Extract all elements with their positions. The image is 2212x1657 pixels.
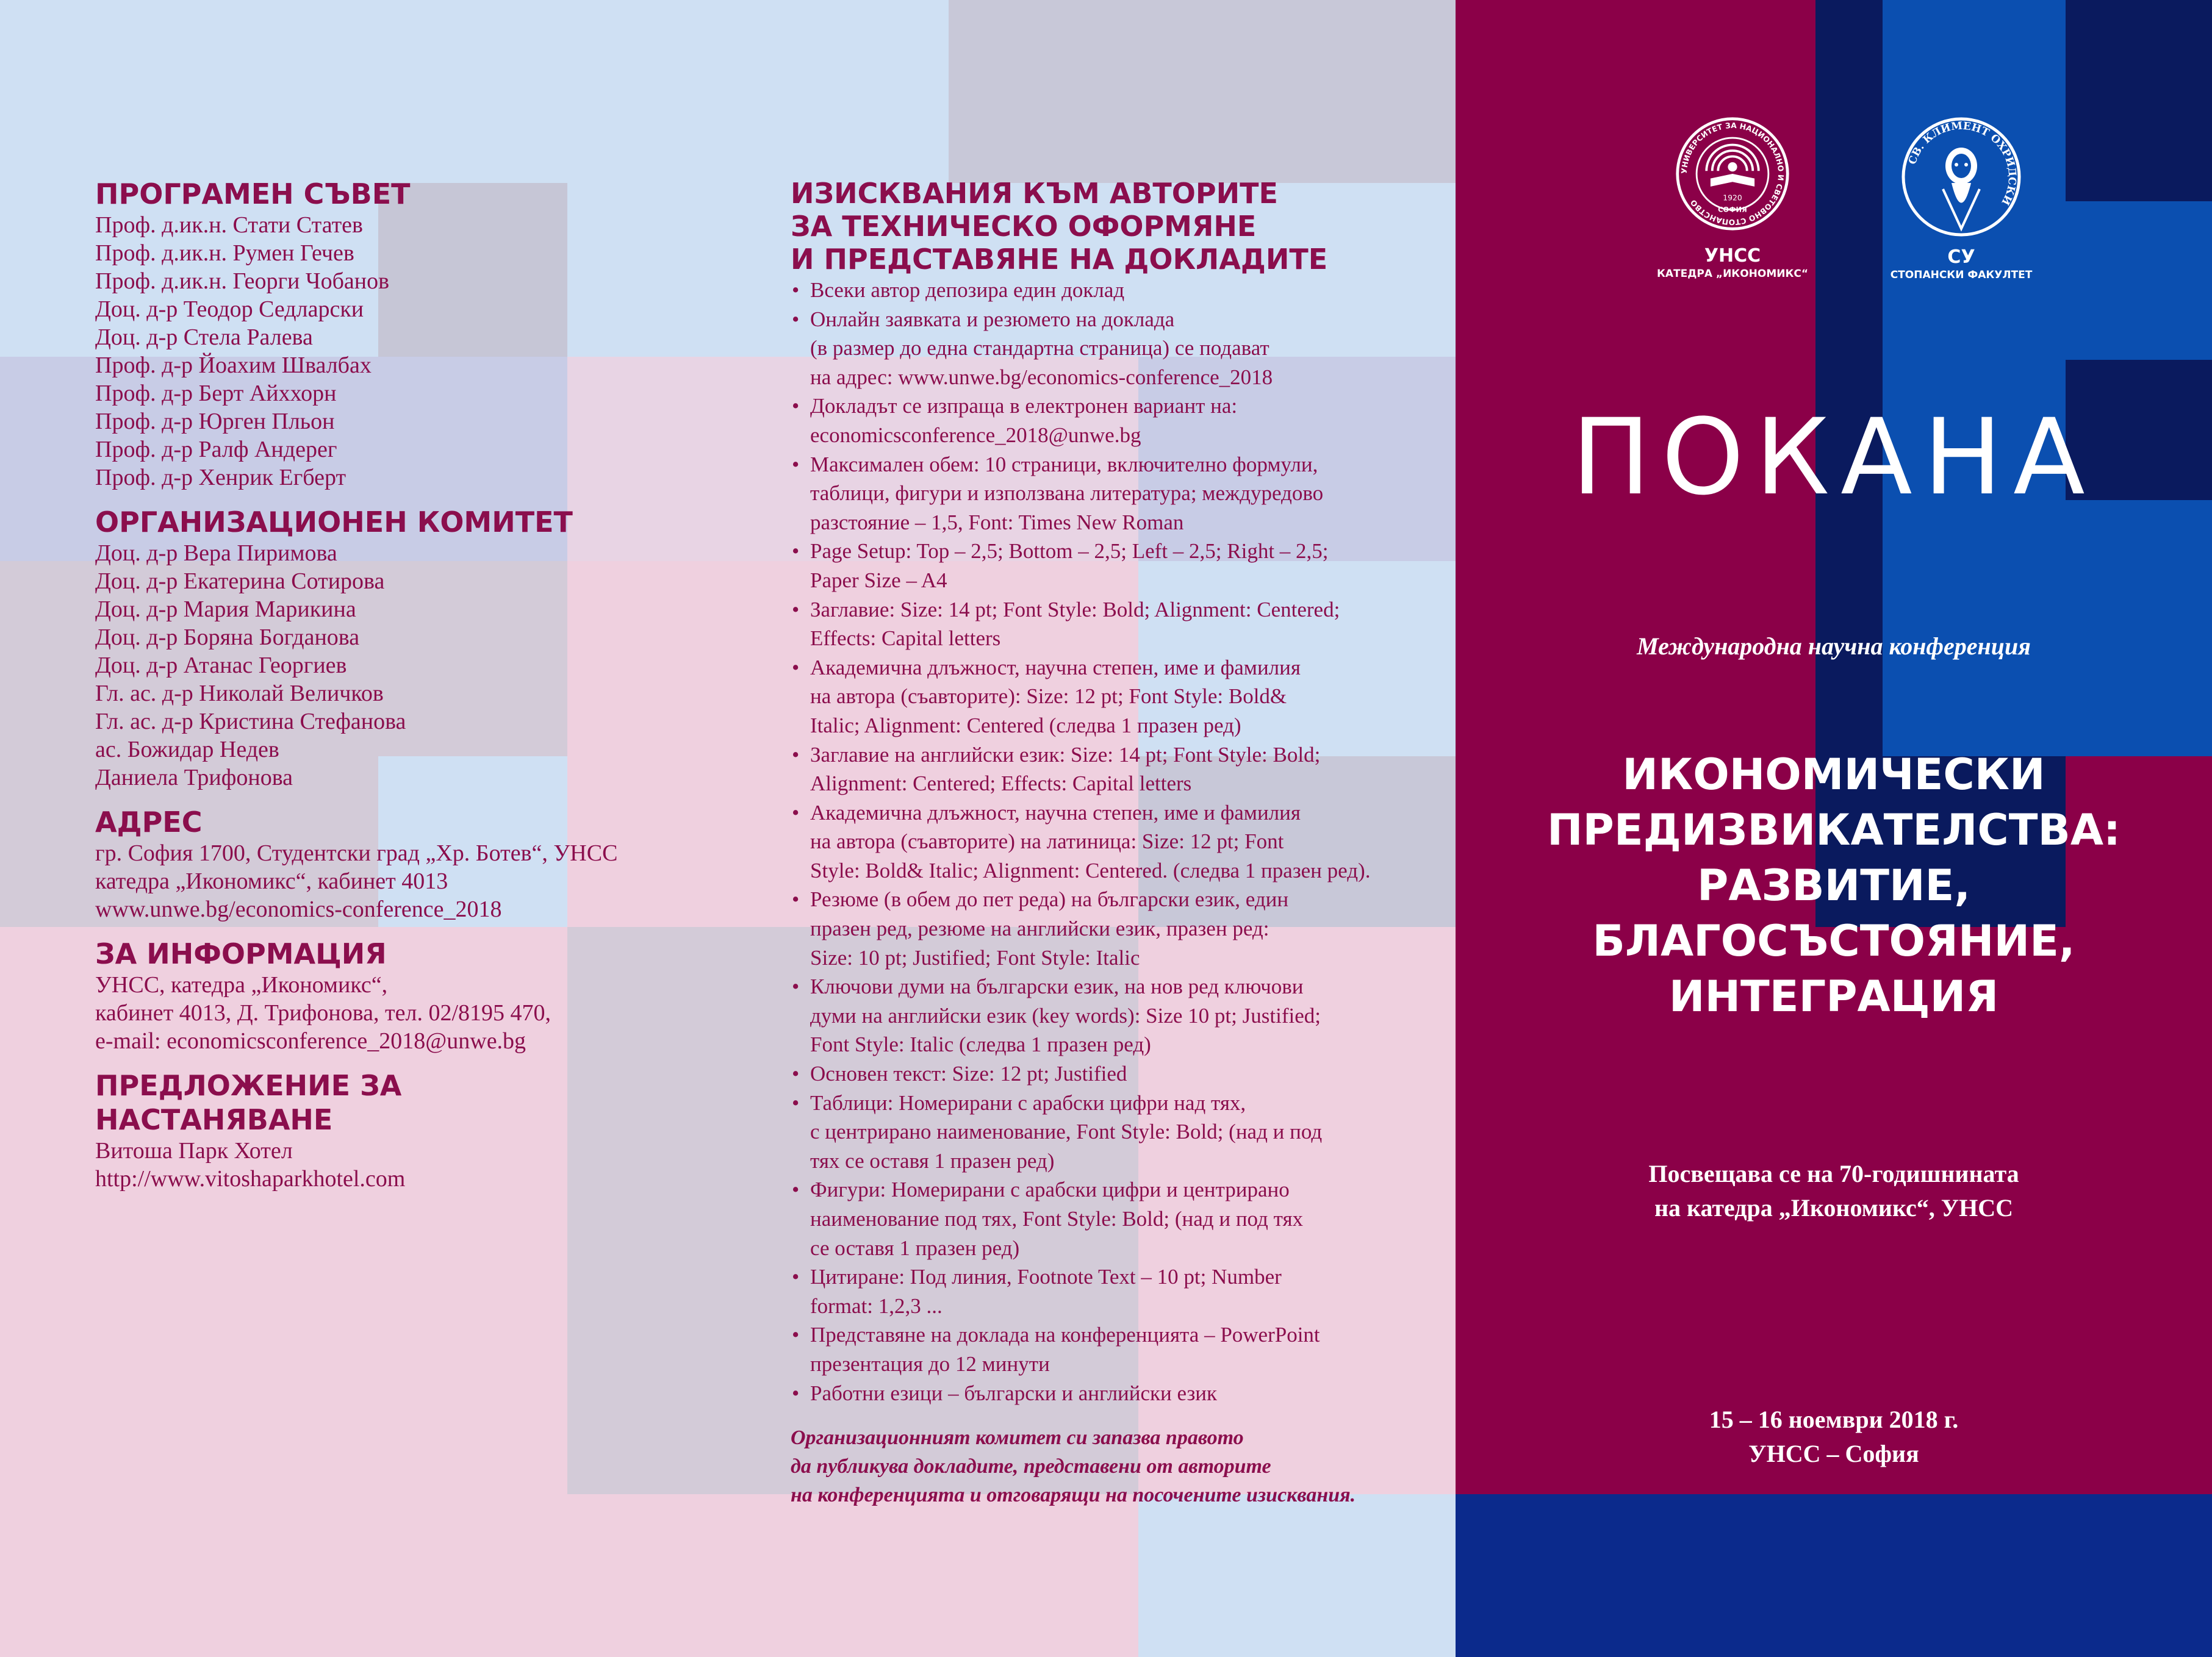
requirements-title-line: И ПРЕДСТАВЯНЕ НА ДОКЛАДИТЕ [791,243,1328,276]
requirement-line: на автора (съавторите): Size: 12 pt; Font Style: Bold& [810,684,1287,709]
cover-blue-band [2066,201,2212,360]
committee-member: Доц. д-р Екатерина Сотирова [95,568,385,594]
council-member: Проф. д-р Юрген Пльон [95,409,335,434]
requirement-line: Effects: Capital letters [810,626,1001,651]
requirement-line: • Таблици: Номерирани с арабски цифри над тях, [810,1090,1246,1115]
requirement-line: • Работни езици – български и английски език [810,1381,1218,1405]
requirements-note [791,1423,1449,1509]
hotel-url[interactable]: http://www.vitoshaparkhotel.com [95,1166,406,1192]
program-council-section [95,177,644,492]
committee-member: Доц. д-р Вера Пиримова [95,540,337,566]
requirement-line: • Представяне на доклада на конференцията – PowerPoint [810,1323,1320,1347]
unss-year: 1920 [1723,193,1742,202]
requirement-line: тях се оставя 1 празен ред) [810,1148,1055,1173]
requirement-line: • Заглавие на английски език: Size: 14 pt; Font Style: Bold; [810,742,1321,767]
committee-member: Доц. д-р Мария Марикина [95,596,356,622]
council-list [95,211,644,492]
address-title: АДРЕС [95,806,203,839]
committee-section [95,505,644,792]
council-member: Проф. д.ик.н. Стати Статев [95,212,363,238]
requirements-title-line: ЗА ТЕХНИЧЕСКО ОФОРМЯНЕ [791,210,1257,243]
committee-member: Гл. ас. д-р Кристина Стефанова [95,709,406,734]
conference-title [1456,747,2212,1025]
requirement-item [791,972,1449,1059]
council-member: Проф. д-р Йоахим Швалбах [95,353,372,378]
bg-block [1138,1494,1456,1657]
su-logo [1879,116,2044,281]
requirement-item [791,885,1449,972]
requirement-item [791,1175,1449,1262]
council-member: Проф. д-р Хенрик Егберт [95,465,347,490]
council-member: Доц. д-р Стела Ралева [95,324,313,350]
requirements-list [791,276,1449,1408]
council-member: Проф. д-р Ралф Андерег [95,437,337,462]
requirement-line: Size: 10 pt; Justified; Font Style: Italic [810,945,1140,970]
note-line: да публикува докладите, представени от авторите [791,1455,1271,1478]
requirement-line: • Резюме (в обем до пет реда) на български език, един [810,887,1289,912]
unss-department: КАТЕДРА „ИКОНОМИКС“ [1656,268,1809,280]
conference-title-line: ИНТЕГРАЦИЯ [1668,972,1999,1022]
requirement-line: Font Style: Italic (следва 1 празен ред) [810,1032,1151,1057]
requirement-item [791,798,1449,886]
requirement-line: • Page Setup: Top – 2,5; Bottom – 2,5; Left – 2,5; Right – 2,5; [810,539,1329,564]
address-line: катедра „Икономикс“, кабинет 4013 [95,868,448,894]
su-seal-icon [1900,116,2022,238]
requirement-line: • Докладът се изпраща в електронен вариант на: [810,394,1238,418]
requirement-item [791,392,1449,449]
committee-member: Даниела Трифонова [95,765,293,790]
left-column [95,177,644,1193]
council-member: Проф. д-р Берт Айххорн [95,381,337,406]
requirement-line: format: 1,2,3 ... [810,1294,943,1318]
conference-url[interactable]: www.unwe.bg/economics-conference_2018 [95,896,502,922]
accommodation-section [95,1068,644,1193]
requirement-line: Style: Bold& Italic; Alignment: Centered. (следва 1 празен ред). [810,858,1371,882]
bg-block [0,1494,1138,1657]
info-line: УНСС, катедра „Икономикс“, [95,972,388,998]
info-line: кабинет 4013, Д. Трифонова, тел. 02/8195 470, [95,1000,551,1026]
requirement-line: таблици, фигури и използвана литература; междуредово [810,481,1324,506]
program-council-title: ПРОГРАМЕН СЪВЕТ [95,177,411,210]
info-section [95,937,644,1055]
requirement-item [791,276,1449,305]
committee-member: ас. Божидар Недев [95,737,279,762]
requirement-line: на адрес: www.unwe.bg/economics-conference_2018 [810,365,1273,389]
requirement-item [791,1379,1449,1408]
conference-date: 15 – 16 ноември 2018 г. [1709,1406,1959,1433]
info-title: ЗА ИНФОРМАЦИЯ [95,937,387,970]
conference-venue: УНСС – София [1748,1440,1919,1467]
hotel-name: Витоша Парк Хотел [95,1138,293,1164]
committee-member: Гл. ас. д-р Николай Величков [95,681,384,706]
su-name: СУ [1947,246,1975,268]
unss-city: СОФИЯ [1718,205,1747,214]
council-member: Проф. д.ик.н. Георги Чобанов [95,268,390,294]
requirement-line: разстояние – 1,5, Font: Times New Roman [810,510,1184,534]
requirement-line: наименование под тях, Font Style: Bold; (над и под тях [810,1207,1304,1231]
requirement-item [791,1262,1449,1320]
requirement-item [791,1089,1449,1176]
committee-member: Доц. д-р Атанас Георгиев [95,653,347,678]
su-faculty: СТОПАНСКИ ФАКУЛТЕТ [1890,269,2033,281]
requirement-line: • Академична длъжност, научна степен, име и фамилия [810,655,1301,679]
unss-seal-icon [1675,116,1790,232]
unss-ring-text: УНИВЕРСИТЕТ ЗА НАЦИОНАЛНО И СВЕТОВНО СТОПАНСТВО [1679,121,1786,227]
committee-list [95,539,644,792]
requirement-line: Alignment: Centered; Effects: Capital letters [810,771,1192,796]
dedication [1456,1157,2212,1225]
committee-member: Доц. д-р Боряна Богданова [95,625,360,650]
requirement-line: • Ключови думи на български език, на нов ред ключови [810,975,1304,999]
address-line: гр. София 1700, Студентски град „Хр. Ботев“, УНСС [95,840,618,866]
requirement-item [791,305,1449,392]
requirement-line: • Цитиране: Под линия, Footnote Text – 10 pt; Number [810,1265,1282,1289]
bg-block [0,0,949,183]
requirement-line: Paper Size – A4 [810,568,947,592]
requirement-item [791,1059,1449,1089]
council-member: Проф. д.ик.н. Румен Гечев [95,240,354,266]
unss-logo [1647,116,1818,280]
council-member: Доц. д-р Теодор Седларски [95,296,364,322]
conference-title-line: РАЗВИТИЕ, [1697,861,1970,911]
su-ring-text: СВ. КЛИМЕНТ ОХРИДСКИ [1906,120,2019,207]
requirements-column [791,177,1449,1509]
requirement-line: • Академична длъжност, научна степен, име и фамилия [810,800,1301,825]
requirements-title-line: ИЗИСКВАНИЯ КЪМ АВТОРИТЕ [791,177,1278,210]
requirement-line: • Максимален обем: 10 страници, включително формули, [810,452,1318,476]
requirement-line: презентация до 12 минути [810,1351,1050,1376]
address-section [95,805,644,923]
requirement-line: с центрирано наименование, Font Style: Bold; (над и под [810,1120,1323,1144]
committee-title: ОРГАНИЗАЦИОНЕН КОМИТЕТ [95,506,573,539]
unss-name: УНСС [1704,245,1761,267]
requirement-line: • Основен текст: Size: 12 pt; Justified [810,1062,1127,1086]
requirement-line: Italic; Alignment: Centered (следва 1 празен ред) [810,713,1241,737]
requirement-line: (в размер до една стандартна страница) се подават [810,336,1269,360]
requirement-line: • Онлайн заявката и резюмето на доклада [810,307,1175,331]
info-email[interactable]: e-mail: economicsconference_2018@unwe.bg [95,1028,526,1054]
requirement-line: на автора (съавторите) на латиница: Size: 12 pt; Font [810,829,1284,854]
requirement-item [791,1320,1449,1378]
dedication-line: Посвещава се на 70-годишнината [1648,1160,2019,1187]
note-line: Организационният комитет си запазва правото [791,1426,1244,1450]
requirement-line: • Всеки автор депозира един доклад [810,278,1125,302]
requirement-item [791,653,1449,740]
requirement-line: • Фигури: Номерирани с арабски цифри и центрирано [810,1178,1290,1202]
requirement-line: economicsconference_2018@unwe.bg [810,423,1141,447]
dedication-line: на катедра „Икономикс“, УНСС [1654,1194,2014,1222]
conference-title-line: ИКОНОМИЧЕСКИ [1622,750,2045,800]
requirement-line: се оставя 1 празен ред) [810,1236,1020,1260]
cover-blue-band [1883,500,2212,756]
conference-title-line: БЛАГОСЪСТОЯНИЕ, [1592,916,2075,966]
requirement-item [791,450,1449,537]
cover-bottom-band [1456,1494,2212,1657]
requirement-item [791,537,1449,595]
requirements-title [791,177,1449,276]
requirement-line: • Заглавие: Size: 14 pt; Font Style: Bold; Alignment: Centered; [810,597,1340,621]
requirement-item [791,595,1449,653]
requirement-item [791,740,1449,798]
invitation-title: ПОКАНА [1571,396,2096,518]
bg-block [949,0,1456,183]
conference-title-line: ПРЕДИЗВИКАТЕЛСТВА: [1546,805,2121,855]
conference-type: Международна научна конференция [1637,632,2031,660]
accommodation-title: ПРЕДЛОЖЕНИЕ ЗА НАСТАНЯВАНЕ [95,1069,402,1136]
requirement-line: думи на английски език (key words): Size 10 pt; Justified; [810,1003,1321,1028]
requirement-line: празен ред, резюме на английски език, празен ред: [810,917,1269,941]
note-line: на конференцията и отговарящи на посочените изисквания. [791,1484,1356,1507]
